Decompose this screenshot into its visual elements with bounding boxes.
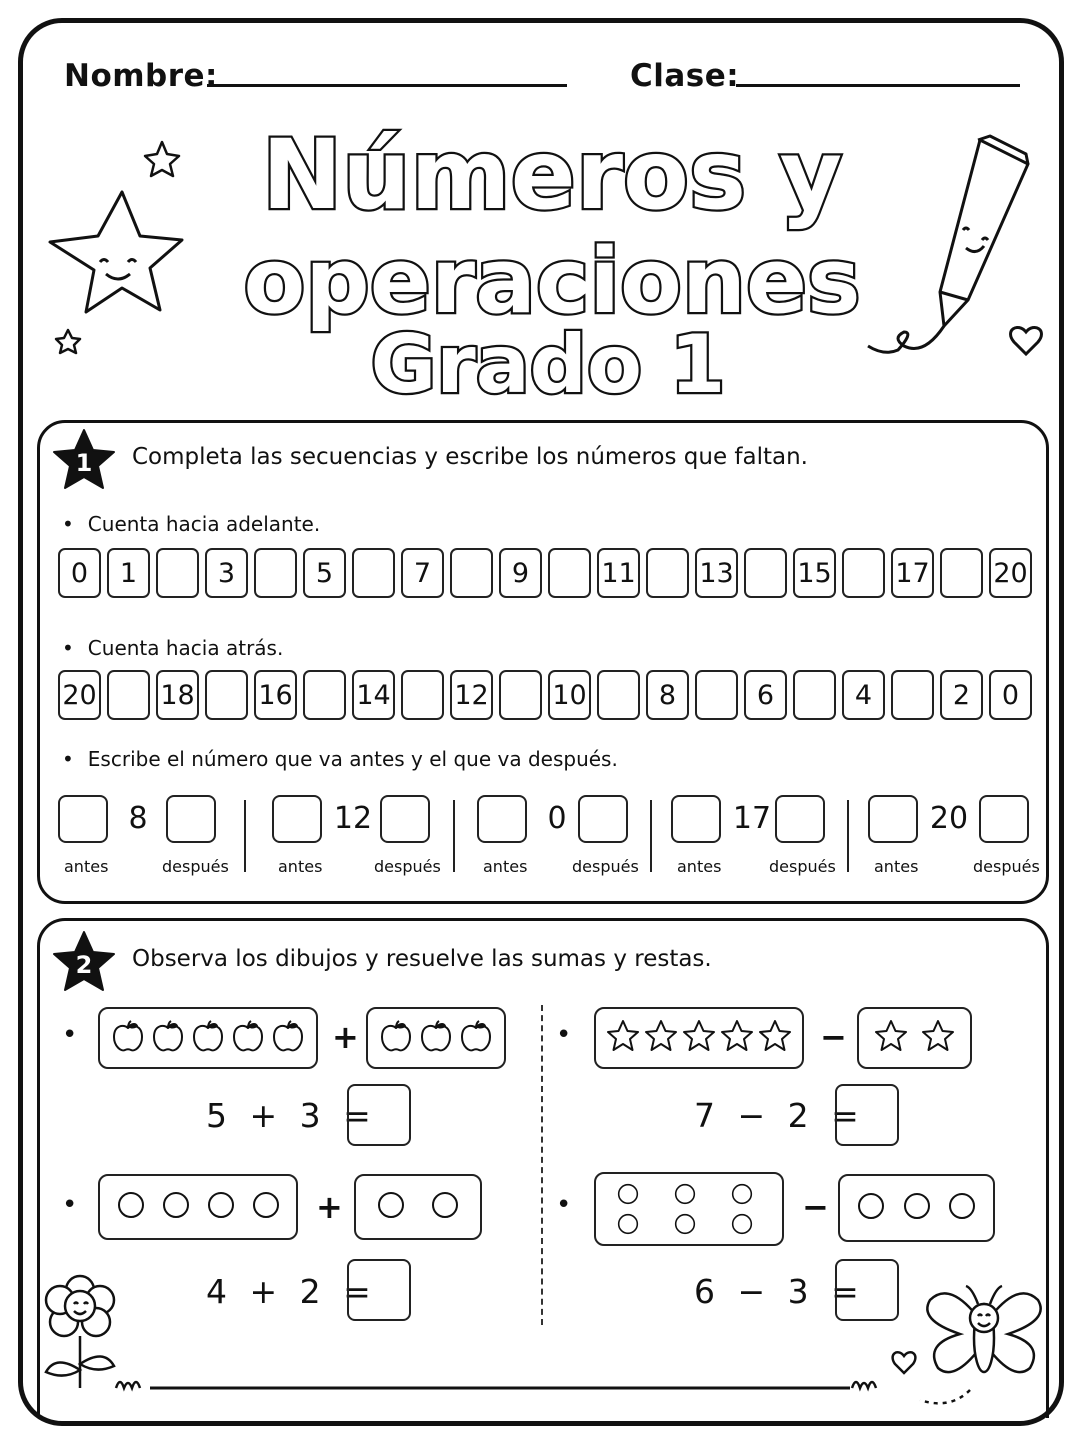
circle-icon bbox=[944, 1188, 980, 1224]
section-1-badge bbox=[52, 427, 116, 491]
number-cell: 0 bbox=[58, 548, 101, 598]
stars-group-right bbox=[857, 1007, 972, 1069]
blank-cell[interactable] bbox=[205, 670, 248, 720]
before-box[interactable] bbox=[671, 795, 721, 843]
circle-icon bbox=[427, 1187, 463, 1223]
number-cell: 0 bbox=[989, 670, 1032, 720]
footer-decorations bbox=[0, 1260, 1086, 1420]
circle-icon bbox=[853, 1188, 889, 1224]
bullet: • bbox=[62, 1190, 78, 1220]
apple-icon bbox=[230, 1018, 266, 1054]
star-icon bbox=[757, 1018, 793, 1054]
center-number: 20 bbox=[929, 801, 969, 836]
forward-sequence bbox=[58, 548, 1032, 600]
number-cell: 14 bbox=[352, 670, 395, 720]
number-cell: 20 bbox=[58, 670, 101, 720]
title-block bbox=[0, 0, 1086, 420]
equation: 4 + 2 = bbox=[206, 1272, 377, 1311]
before-caption: antes bbox=[677, 857, 722, 876]
after-caption: después bbox=[374, 857, 441, 876]
circles-group-right bbox=[838, 1174, 995, 1242]
title-line-1: Números y bbox=[261, 119, 843, 231]
number-cell: 20 bbox=[989, 548, 1032, 598]
title-line-3: Grado 1 bbox=[370, 318, 726, 411]
apple-icon bbox=[150, 1018, 186, 1054]
number-cell: 3 bbox=[205, 548, 248, 598]
number-cell: 16 bbox=[254, 670, 297, 720]
apple-icon bbox=[270, 1018, 306, 1054]
number-cell: 10 bbox=[548, 670, 591, 720]
star-icon bbox=[920, 1018, 956, 1054]
blank-cell[interactable] bbox=[254, 548, 297, 598]
circle-icon bbox=[671, 1180, 699, 1208]
circle-icon bbox=[728, 1180, 756, 1208]
before-caption: antes bbox=[483, 857, 528, 876]
number-cell: 9 bbox=[499, 548, 542, 598]
number-cell: 2 bbox=[940, 670, 983, 720]
plus-sign: + bbox=[316, 1188, 343, 1226]
circle-icon bbox=[899, 1188, 935, 1224]
center-number: 17 bbox=[732, 801, 772, 836]
number-cell: 18 bbox=[156, 670, 199, 720]
circles-group-left bbox=[98, 1174, 298, 1240]
apples-group-left bbox=[98, 1007, 318, 1069]
number-cell: 4 bbox=[842, 670, 885, 720]
blank-cell[interactable] bbox=[401, 670, 444, 720]
backward-count-label: • Cuenta hacia atrás. bbox=[62, 636, 283, 660]
apple-icon bbox=[378, 1018, 414, 1054]
center-number: 12 bbox=[333, 801, 373, 836]
apple-icon bbox=[418, 1018, 454, 1054]
divider bbox=[650, 800, 652, 872]
center-number: 8 bbox=[128, 801, 148, 836]
bullet: • bbox=[556, 1020, 572, 1050]
flower-icon bbox=[46, 1276, 114, 1388]
apple-icon bbox=[458, 1018, 494, 1054]
minus-sign: − bbox=[802, 1188, 829, 1226]
section-1-instruction: Completa las secuencias y escribe los números que faltan. bbox=[132, 444, 808, 470]
number-cell: 12 bbox=[450, 670, 493, 720]
stars-group-left bbox=[594, 1007, 804, 1069]
before-box[interactable] bbox=[477, 795, 527, 843]
after-caption: después bbox=[162, 857, 229, 876]
apples-group-right bbox=[366, 1007, 506, 1069]
blank-cell[interactable] bbox=[450, 548, 493, 598]
plus-sign: + bbox=[332, 1018, 359, 1056]
answer-box[interactable] bbox=[835, 1084, 899, 1146]
before-after-group bbox=[671, 795, 841, 885]
circle-icon bbox=[373, 1187, 409, 1223]
before-after-group bbox=[272, 795, 442, 885]
star-icon bbox=[681, 1018, 717, 1054]
blank-cell[interactable] bbox=[793, 670, 836, 720]
number-cell: 7 bbox=[401, 548, 444, 598]
star-icon bbox=[605, 1018, 641, 1054]
butterfly-icon bbox=[920, 1286, 1041, 1403]
blank-cell[interactable] bbox=[499, 670, 542, 720]
circle-icon bbox=[203, 1187, 239, 1223]
after-box[interactable] bbox=[380, 795, 430, 843]
divider bbox=[453, 800, 455, 872]
blank-cell[interactable] bbox=[695, 670, 738, 720]
blank-cell[interactable] bbox=[352, 548, 395, 598]
answer-box[interactable] bbox=[347, 1084, 411, 1146]
apple-icon bbox=[110, 1018, 146, 1054]
equation: 5 + 3 = bbox=[206, 1096, 377, 1135]
circle-icon bbox=[671, 1210, 699, 1238]
before-box[interactable] bbox=[272, 795, 322, 843]
section-2-instruction: Observa los dibujos y resuelve las sumas y restas. bbox=[132, 946, 712, 972]
grass-icon bbox=[116, 1382, 140, 1388]
section-1-number: 1 bbox=[75, 449, 93, 477]
heart-icon bbox=[1011, 327, 1042, 354]
minus-sign: − bbox=[820, 1018, 847, 1056]
divider bbox=[847, 800, 849, 872]
before-box[interactable] bbox=[58, 795, 108, 843]
before-box[interactable] bbox=[868, 795, 918, 843]
backward-sequence bbox=[58, 670, 1032, 722]
circle-icon bbox=[614, 1210, 642, 1238]
blank-cell[interactable] bbox=[548, 548, 591, 598]
forward-count-label: • Cuenta hacia adelante. bbox=[62, 512, 320, 536]
number-cell: 11 bbox=[597, 548, 640, 598]
before-after-group bbox=[477, 795, 647, 885]
blank-cell[interactable] bbox=[646, 548, 689, 598]
circle-icon bbox=[248, 1187, 284, 1223]
blank-cell[interactable] bbox=[303, 670, 346, 720]
center-number: 0 bbox=[547, 801, 567, 836]
blank-cell[interactable] bbox=[107, 670, 150, 720]
equation: 6 − 3 = bbox=[694, 1272, 865, 1311]
circles-group-right bbox=[354, 1174, 482, 1240]
before-after-label: • Escribe el número que va antes y el que va después. bbox=[62, 747, 618, 771]
circles-group-left bbox=[594, 1172, 784, 1246]
number-cell: 1 bbox=[107, 548, 150, 598]
section-2-badge bbox=[52, 929, 116, 993]
after-caption: después bbox=[572, 857, 639, 876]
blank-cell[interactable] bbox=[940, 548, 983, 598]
after-caption: después bbox=[769, 857, 836, 876]
smiling-star-icon bbox=[50, 192, 182, 312]
pencil-icon bbox=[868, 136, 1028, 352]
after-box[interactable] bbox=[979, 795, 1029, 843]
before-caption: antes bbox=[874, 857, 919, 876]
after-box[interactable] bbox=[166, 795, 216, 843]
number-cell: 17 bbox=[891, 548, 934, 598]
class-label: Clase: bbox=[630, 58, 740, 94]
number-cell: 15 bbox=[793, 548, 836, 598]
before-after-group bbox=[868, 795, 1038, 885]
blank-cell[interactable] bbox=[597, 670, 640, 720]
circle-icon bbox=[614, 1180, 642, 1208]
before-caption: antes bbox=[278, 857, 323, 876]
blank-cell[interactable] bbox=[842, 548, 885, 598]
after-box[interactable] bbox=[775, 795, 825, 843]
title-line-2: operaciones bbox=[243, 229, 861, 334]
star-icon bbox=[643, 1018, 679, 1054]
divider bbox=[244, 800, 246, 872]
after-caption: después bbox=[973, 857, 1040, 876]
number-cell: 6 bbox=[744, 670, 787, 720]
after-box[interactable] bbox=[578, 795, 628, 843]
blank-cell[interactable] bbox=[891, 670, 934, 720]
circle-icon bbox=[728, 1210, 756, 1238]
equation: 7 − 2 = bbox=[694, 1096, 865, 1135]
heart-icon bbox=[893, 1352, 916, 1373]
number-cell: 5 bbox=[303, 548, 346, 598]
before-after-group bbox=[58, 795, 228, 885]
name-label: Nombre: bbox=[64, 58, 218, 94]
number-cell: 8 bbox=[646, 670, 689, 720]
circle-icon bbox=[113, 1187, 149, 1223]
grass-icon bbox=[852, 1382, 876, 1388]
star-icon bbox=[719, 1018, 755, 1054]
section-2-number: 2 bbox=[75, 951, 93, 979]
before-caption: antes bbox=[64, 857, 109, 876]
bullet: • bbox=[62, 1020, 78, 1050]
blank-cell[interactable] bbox=[744, 548, 787, 598]
star-icon bbox=[873, 1018, 909, 1054]
number-cell: 13 bbox=[695, 548, 738, 598]
blank-cell[interactable] bbox=[156, 548, 199, 598]
apple-icon bbox=[190, 1018, 226, 1054]
circle-icon bbox=[158, 1187, 194, 1223]
bullet: • bbox=[556, 1190, 572, 1220]
